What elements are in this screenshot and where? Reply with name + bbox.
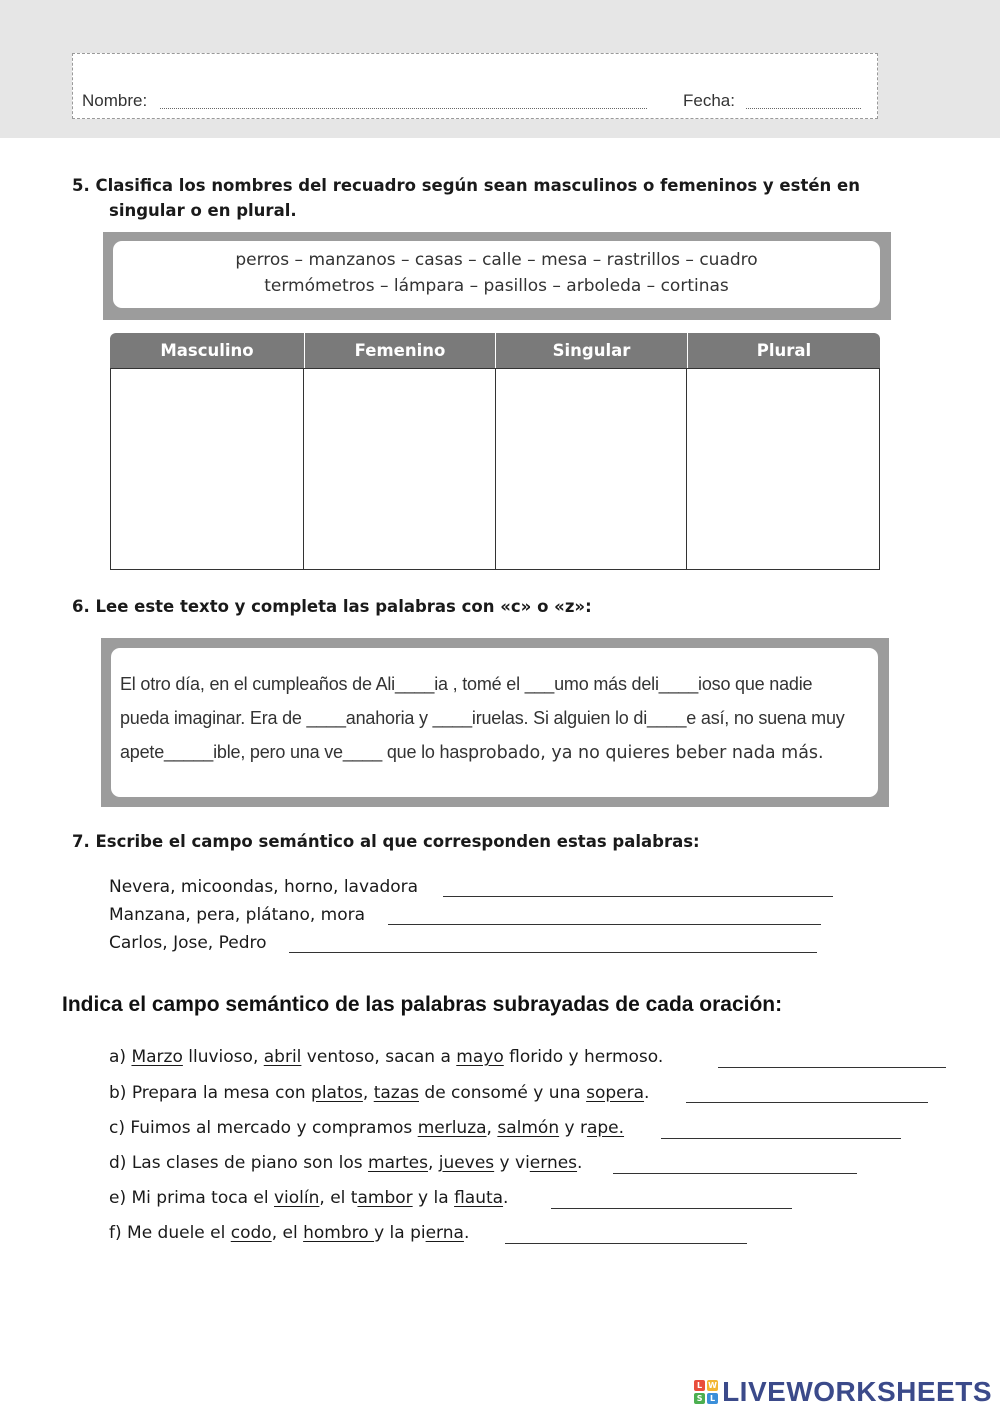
sentence-d: [109, 1153, 582, 1173]
classification-table: [110, 333, 880, 570]
blank-zanahoria[interactable]: ____: [306, 708, 346, 728]
answer-line-a[interactable]: [718, 1067, 946, 1068]
q7-item-1: [109, 877, 418, 897]
word-box-inner: [113, 241, 880, 308]
sentence-text: ,: [427, 1153, 439, 1173]
q7-answer-line-1[interactable]: [443, 896, 833, 897]
cell-plural[interactable]: [686, 368, 880, 570]
cloze-text: umo más deli: [554, 674, 659, 694]
cloze-text: e así, no suena muy: [686, 708, 845, 728]
logo-tile: L: [694, 1380, 705, 1391]
cloze-text: apete: [120, 742, 165, 762]
col-header-masculino: Masculino: [110, 333, 304, 368]
cloze-line-1: [120, 674, 812, 695]
sentence-a: [109, 1047, 663, 1067]
cell-masculino[interactable]: [110, 368, 305, 570]
underlined-word: platos: [311, 1083, 363, 1103]
answer-line-e[interactable]: [551, 1208, 792, 1209]
blank-dice[interactable]: ____: [647, 708, 687, 728]
logo-tile: S: [694, 1393, 705, 1404]
cell-singular[interactable]: [495, 368, 688, 570]
cloze-line-3: [120, 742, 824, 763]
cloze-text: pueda imaginar. Era de: [120, 708, 307, 728]
name-field[interactable]: [160, 108, 647, 109]
blank-apetecible[interactable]: _____: [164, 742, 214, 762]
answer-line-b[interactable]: [686, 1102, 928, 1103]
answer-line-d[interactable]: [613, 1173, 857, 1174]
col-header-femenino: Femenino: [304, 333, 495, 368]
underlined-word: jueves: [438, 1153, 495, 1173]
logo-text: LIVEWORKSHEETS: [722, 1376, 992, 1407]
date-field[interactable]: [746, 108, 861, 109]
underlined-word: abril: [263, 1047, 302, 1067]
date-label: Fecha:: [683, 91, 735, 110]
underlined-word: ambor: [357, 1188, 413, 1208]
blank-delicioso[interactable]: ____: [658, 674, 699, 694]
underlined-word: mayo: [456, 1047, 504, 1067]
cloze-line-2: [120, 708, 845, 729]
sentence-text: .: [503, 1188, 509, 1208]
sentence-text: .: [463, 1223, 470, 1243]
sentence-text: , el t: [319, 1188, 358, 1208]
underlined-word: codo: [230, 1223, 272, 1243]
underlined-word: sopera: [586, 1083, 645, 1103]
col-header-singular: Singular: [495, 333, 687, 368]
cloze-text: que lo has: [382, 742, 468, 762]
sentence-b: [109, 1083, 649, 1103]
sentence-text: de consomé y una: [419, 1083, 587, 1103]
cloze-text: iruelas. Si alguien lo di: [471, 708, 648, 728]
cloze-text: El otro día, en el cumpleaños de Ali: [120, 674, 395, 694]
q5-title-line1: 5. Clasifica los nombres del recuadro según sean masculinos o femeninos y estén en: [72, 176, 860, 195]
sentence-text: b) Prepara la mesa con: [109, 1083, 312, 1103]
cloze-text: ible, pero una ve: [213, 742, 343, 762]
answer-line-f[interactable]: [505, 1243, 747, 1244]
q7-item-text: Nevera, micoondas, horno, lavadora: [109, 877, 419, 897]
underlined-word: salmón: [497, 1118, 560, 1138]
q5-title-line2: singular o en plural.: [109, 201, 297, 220]
answer-line-c[interactable]: [661, 1138, 901, 1139]
underlined-word: Marzo: [131, 1047, 183, 1067]
q7-item-text: Manzana, pera, plátano, mora: [109, 905, 366, 925]
underlined-word: violín: [274, 1188, 320, 1208]
q7-answer-line-3[interactable]: [289, 952, 817, 953]
sentence-text: ,: [486, 1118, 498, 1138]
sentence-text: a): [109, 1047, 132, 1067]
cloze-text: ioso que nadie: [698, 674, 813, 694]
underlined-word: hombro: [303, 1223, 375, 1243]
name-date-box: [72, 53, 878, 119]
cell-femenino[interactable]: [303, 368, 497, 570]
underlined-word: martes: [368, 1153, 428, 1173]
underlined-word: merluza: [417, 1118, 487, 1138]
sentence-text: lluvioso,: [182, 1047, 264, 1067]
name-label: Nombre:: [82, 91, 148, 110]
blank-zumo[interactable]: ___: [524, 674, 555, 694]
sentence-text: florido y hermoso.: [503, 1047, 664, 1067]
blank-alicia[interactable]: ____: [394, 674, 435, 694]
cloze-text: ia , tomé el: [434, 674, 525, 694]
sentence-text: d) Las clases de piano son los: [109, 1153, 369, 1173]
logo-icon: [694, 1380, 718, 1404]
q7-answer-line-2[interactable]: [388, 924, 821, 925]
sentence-text: .: [577, 1153, 583, 1173]
cloze-text: anahoria y: [345, 708, 433, 728]
underlined-word: ape.: [586, 1118, 625, 1138]
blank-ciruelas[interactable]: ____: [432, 708, 472, 728]
q7-item-3: [109, 933, 267, 953]
logo-tile: L: [707, 1393, 718, 1404]
liveworksheets-logo[interactable]: [694, 1376, 992, 1408]
col-header-plural: Plural: [687, 333, 880, 368]
word-list-line2: termómetros – lámpara – pasillos – arboleda – cortinas: [264, 276, 729, 296]
sentence-text: y vi: [494, 1153, 530, 1173]
underlined-word: tazas: [373, 1083, 419, 1103]
sentence-text: , el: [271, 1223, 304, 1243]
semantic-field-heading: Indica el campo semántico de las palabras subrayadas de cada oración:: [62, 993, 783, 1016]
underlined-word: flauta: [454, 1188, 504, 1208]
sentence-text: y la pi: [374, 1223, 426, 1243]
sentence-c: [109, 1118, 624, 1138]
sentence-text: c) Fuimos al mercado y compramos: [109, 1118, 418, 1138]
sentence-text: f) Me duele el: [109, 1223, 231, 1243]
sentence-e: [109, 1188, 508, 1208]
logo-tile: W: [708, 1381, 717, 1390]
q7-item-2: [109, 905, 365, 925]
underlined-word: erna: [425, 1223, 464, 1243]
q7-title: 7. Escribe el campo semántico al que corresponden estas palabras:: [72, 832, 700, 851]
word-list-line1: perros – manzanos – casas – calle – mesa – rastrillos – cuadro: [235, 250, 758, 270]
sentence-text: ,: [362, 1083, 374, 1103]
sentence-text: .: [644, 1083, 650, 1103]
sentence-text: y r: [559, 1118, 587, 1138]
sentence-f: [109, 1223, 469, 1243]
sentence-text: e) Mi prima toca el: [109, 1188, 274, 1208]
cloze-text: probado, ya no quieres beber nada más.: [467, 743, 824, 763]
blank-vez[interactable]: ____: [342, 742, 383, 762]
sentence-text: y la: [412, 1188, 455, 1208]
underlined-word: ernes: [529, 1153, 578, 1173]
q6-title: 6. Lee este texto y completa las palabras con «c» o «z»:: [72, 597, 592, 616]
sentence-text: ventoso, sacan a: [301, 1047, 457, 1067]
q7-item-text: Carlos, Jose, Pedro: [109, 933, 267, 953]
